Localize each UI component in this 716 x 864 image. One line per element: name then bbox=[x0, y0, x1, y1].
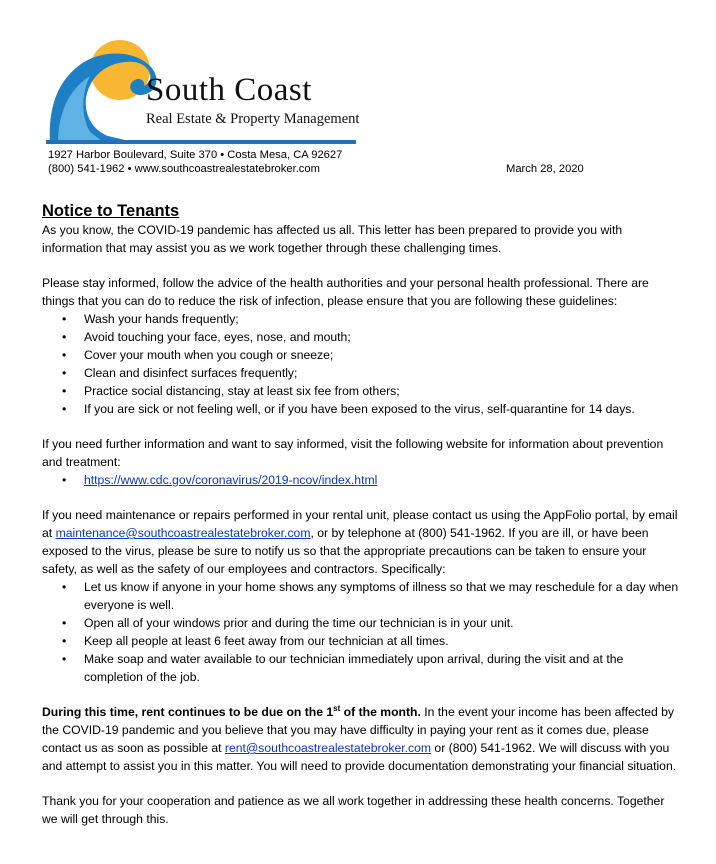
intro-paragraph: As you know, the COVID-19 pandemic has affected us all. This letter has been prepared to provide you with information that may assist you as we work together through these challenging times. bbox=[42, 223, 623, 255]
company-address: 1927 Harbor Boulevard, Suite 370 • Costa Mesa, CA 92627 bbox=[48, 149, 343, 161]
list-item: • Keep all people at least 6 feet away from our technician at all times. bbox=[62, 634, 449, 648]
list-item: • Make soap and water available to our technician immediately upon arrival, during the visit and at the completion of the job. bbox=[62, 652, 624, 684]
list-item: • Let us know if anyone in your home shows any symptoms of illness so that we may reschedule for a day when everyone is well. bbox=[62, 580, 679, 612]
guidelines-list bbox=[42, 310, 680, 418]
maintenance-paragraph: If you need maintenance or repairs performed in your rental unit, please contact us using the AppFolio portal, by email at maintenance@southcoastrealestatebroker.com, or by telephone at (800) 541-1962. If you are ill, or have been exposed to the virus, please be sure to notify us so that the appropriate precautions can be taken to ensure your safety, as well as the safety of our employees and contractors. Specifically: bbox=[42, 508, 678, 576]
bullet-icon: • bbox=[62, 580, 67, 594]
bullet-icon: • bbox=[62, 366, 67, 380]
list-item bbox=[42, 471, 680, 489]
bullet-icon: • bbox=[62, 312, 67, 326]
bullet-icon: • bbox=[62, 652, 67, 666]
rent-paragraph: During this time, rent continues to be due on the 1st of the month. In the event your income has been affected by the COVID-19 pandemic and you believe that you may have difficulty in paying your rent as it comes due, please contact us as soon as possible at rent@southcoastrealestatebroker.com or (800) 541-1962. We will discuss with you and attempt to assist you in this matter. You will need to provide documentation demonstrating your financial situation. bbox=[42, 703, 677, 773]
letter-body bbox=[42, 202, 680, 828]
maintenance-list bbox=[42, 578, 680, 686]
bullet-icon: • bbox=[62, 348, 67, 362]
letter-date: March 28, 2020 bbox=[506, 163, 584, 175]
cdc-link[interactable]: https://www.cdc.gov/coronavirus/2019-ncov/index.html bbox=[84, 473, 378, 487]
list-item: • If you are sick or not feeling well, or if you have been exposed to the virus, self-quarantine for 14 days. bbox=[62, 402, 635, 416]
closing-paragraph: Thank you for your cooperation and patience as we all work together in addressing these health concerns. Together we will get through this. bbox=[42, 794, 665, 826]
list-item: • Practice social distancing, stay at least six fee from others; bbox=[62, 384, 400, 398]
list-item: • Open all of your windows prior and during the time our technician is in your unit. bbox=[62, 616, 514, 630]
list-item: • Wash your hands frequently; bbox=[62, 312, 239, 326]
list-item: • Avoid touching your face, eyes, nose, and mouth; bbox=[62, 330, 351, 344]
company-subtitle: Real Estate & Property Management bbox=[146, 111, 360, 127]
rent-email-link[interactable]: rent@southcoastrealestatebroker.com bbox=[224, 741, 432, 755]
bullet-icon: • bbox=[62, 402, 67, 416]
bullet-icon: • bbox=[62, 473, 67, 487]
rent-notice-bold: During this time, rent continues to be due on the 1st of the month. bbox=[42, 703, 421, 719]
bullet-icon: • bbox=[62, 330, 67, 344]
bullet-icon: • bbox=[62, 616, 67, 630]
info-intro: If you need further information and want to say informed, visit the following website for information about prevention and treatment: bbox=[42, 437, 664, 469]
guidelines-intro: Please stay informed, follow the advice of the health authorities and your personal health professional. There are things that you can do to reduce the risk of infection, please ensure that you are following these guidelines: bbox=[42, 276, 649, 308]
bullet-icon: • bbox=[62, 384, 67, 398]
bullet-icon: • bbox=[62, 634, 67, 648]
maintenance-email-link[interactable]: maintenance@southcoastrealestatebroker.com bbox=[55, 526, 311, 540]
company-contact: (800) 541-1962 • www.southcoastrealestatebroker.com bbox=[48, 163, 320, 175]
logo-baseline bbox=[46, 140, 356, 144]
list-item: • Clean and disinfect surfaces frequently; bbox=[62, 366, 298, 380]
letter-title: Notice to Tenants bbox=[42, 202, 180, 220]
company-name: South Coast bbox=[146, 72, 312, 108]
links-list bbox=[42, 471, 680, 489]
list-item: • Cover your mouth when you cough or sneeze; bbox=[62, 348, 334, 362]
